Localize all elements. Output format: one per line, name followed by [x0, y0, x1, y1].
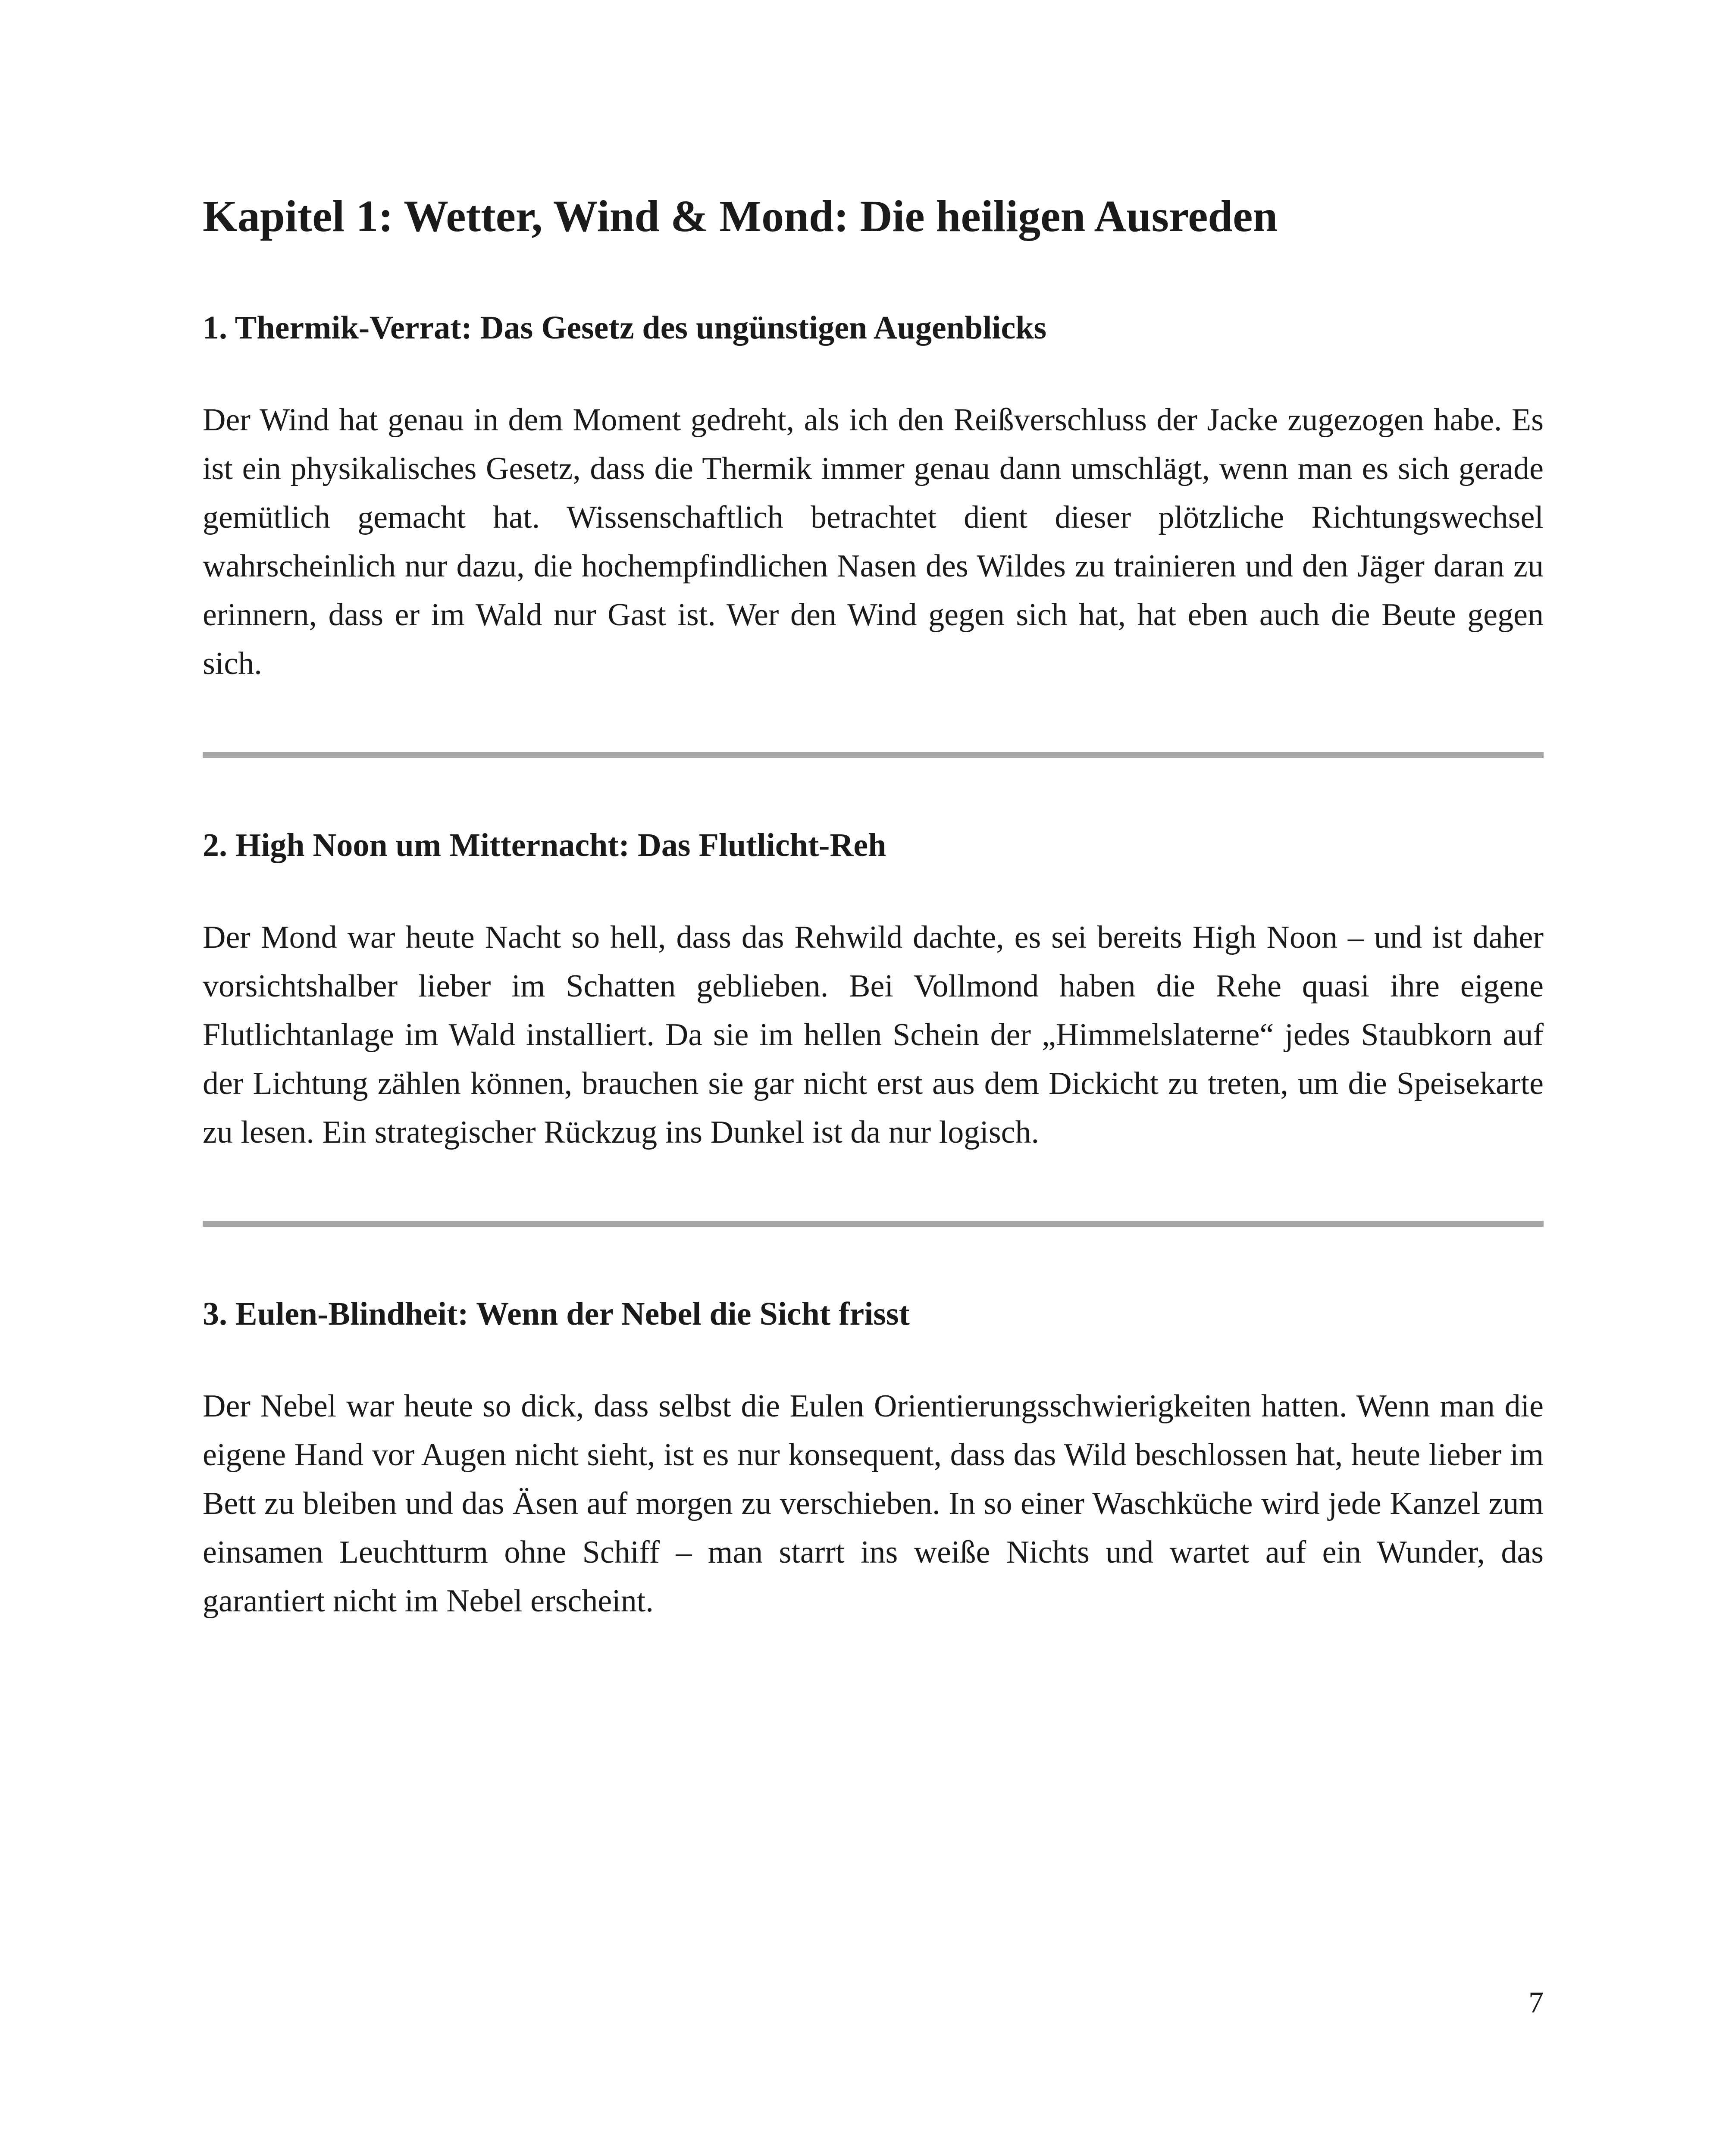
- page-content: [203, 190, 1544, 1626]
- section-1: [203, 308, 1544, 688]
- section-body: Der Wind hat genau in dem Moment gedreht, als ich den Reißverschluss der Jacke zugezogen habe. Es ist ein physikalisches Gesetz, dass die Thermik immer genau dann umschlägt, wenn man es sich gerade gemütlich gemacht hat. Wissenschaftlich betrachtet dient dieser plötzliche Richtungswechsel wahrscheinlich nur dazu, die hochempfindlichen Nasen des Wildes zu trainieren und den Jäger daran zu erinnern, dass er im Wald nur Gast ist. Wer den Wind gegen sich hat, hat eben auch die Beute gegen sich.: [203, 402, 1544, 681]
- section-body: Der Nebel war heute so dick, dass selbst die Eulen Orientierungsschwierigkeiten hatten. Wenn man die eigene Hand vor Augen nicht sieht, ist es nur konsequent, dass das Wild beschlossen hat, heute lieber im Bett zu bleiben und das Äsen auf morgen zu verschieben. In so einer Waschküche wird jede Kanzel zum einsamen Leuchtturm ohne Schiff – man starrt ins weiße Nichts und wartet auf ein Wunder, das garantiert nicht im Nebel erscheint.: [203, 1388, 1544, 1619]
- section-heading: 1. Thermik-Verrat: Das Gesetz des ungünstigen Augenblicks: [203, 309, 1047, 346]
- section-divider: [203, 752, 1544, 758]
- section-body: Der Mond war heute Nacht so hell, dass das Rehwild dachte, es sei bereits High Noon – und ist daher vorsichtshalber lieber im Schatten geblieben. Bei Vollmond haben die Rehe quasi ihre eigene Flutlichtanlage im Wald installiert. Da sie im hellen Schein der „Himmelslaterne“ jedes Staubkorn auf der Lichtung zählen können, brauchen sie gar nicht erst aus dem Dickicht zu treten, um die Speisekarte zu lesen. Ein strategischer Rückzug ins Dunkel ist da nur logisch.: [203, 920, 1544, 1150]
- section-divider: [203, 1221, 1544, 1227]
- section-3: [203, 1294, 1544, 1626]
- section-heading: 3. Eulen-Blindheit: Wenn der Nebel die Sicht frisst: [203, 1296, 910, 1332]
- chapter-title: Kapitel 1: Wetter, Wind & Mond: Die heiligen Ausreden: [203, 191, 1278, 241]
- section-heading: 2. High Noon um Mitternacht: Das Flutlicht-Reh: [203, 827, 886, 863]
- section-2: [203, 826, 1544, 1157]
- page-number: 7: [1528, 1986, 1544, 2019]
